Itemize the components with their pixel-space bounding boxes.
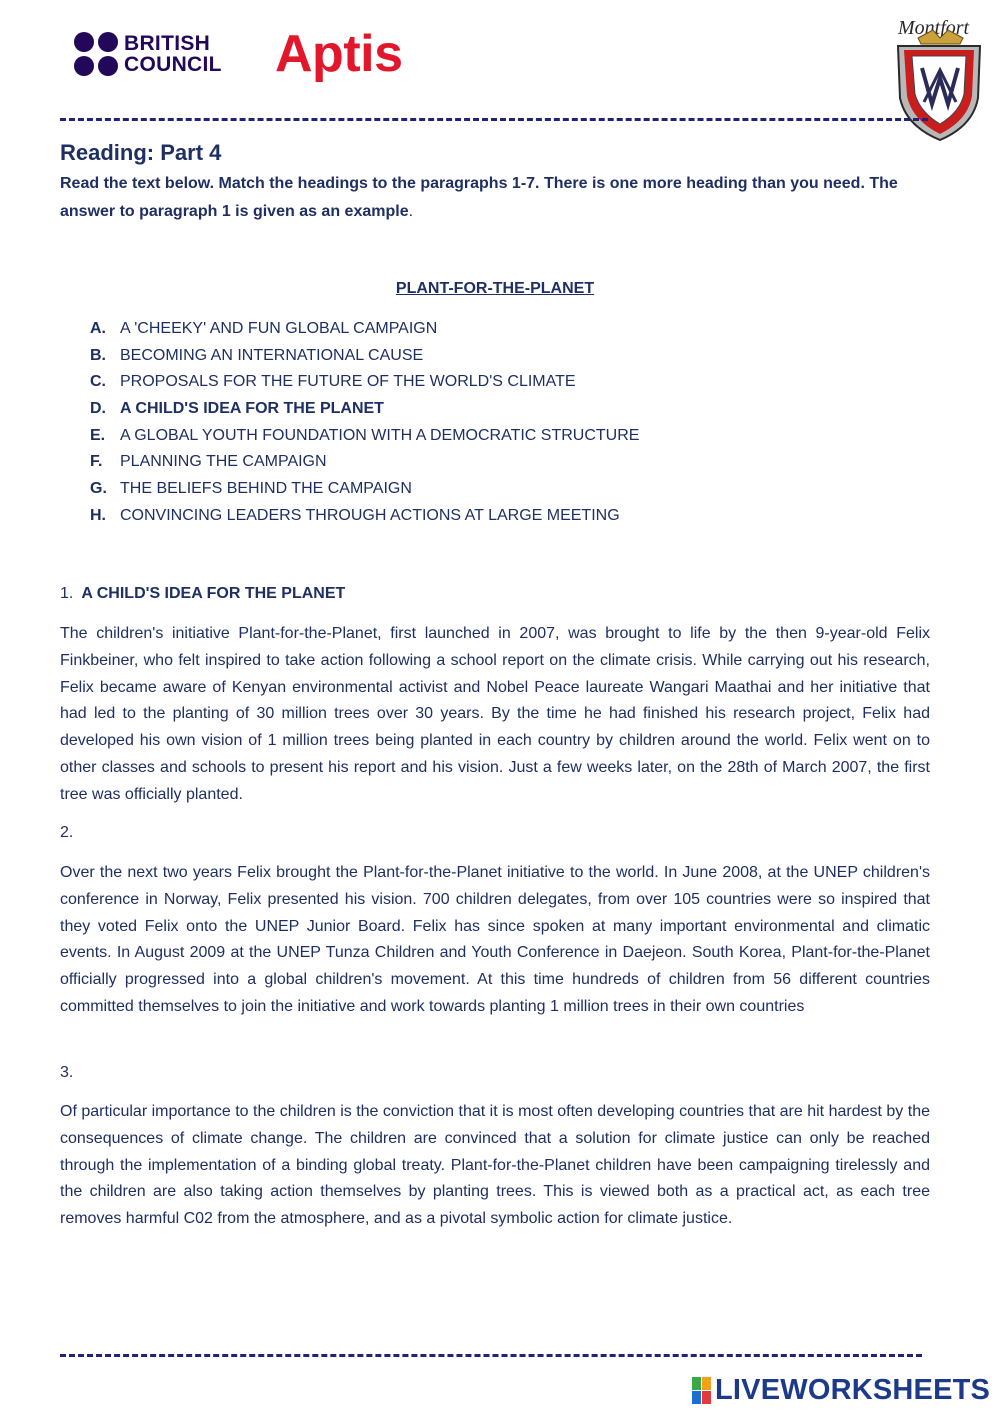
heading-letter: H.	[90, 506, 106, 524]
heading-letter: A.	[90, 320, 106, 337]
british-council-line1: BRITISH	[124, 32, 211, 55]
heading-item-f	[90, 449, 639, 476]
paragraph-3-text: Of particular importance to the children is the conviction that it is most often developing countries that are hit hardest by the consequences of climate change. The children are convinced that a solution for climate justice can only be reached through the implementation of a binding global treaty. Plant-for-the-Planet children have been campaigning tirelessly and the children are also taking action themselves by planting trees. This is viewed both as a practical act, as each tree removes harmful C02 from the atmosphere, and as a pivotal symbolic action for climate justice.	[60, 1103, 930, 1228]
paragraph-number: 2.	[60, 824, 74, 841]
heading-item-b	[90, 343, 639, 370]
headings-list	[90, 316, 639, 530]
british-council-dots-icon	[74, 32, 118, 76]
paragraph-3-label	[60, 1064, 73, 1082]
montfort-crest-icon	[888, 8, 988, 143]
heading-text: A 'CHEEKY' AND FUN GLOBAL CAMPAIGN	[120, 320, 438, 337]
liveworksheets-logo	[692, 1374, 990, 1406]
heading-text: CONVINCING LEADERS THROUGH ACTIONS AT LARGE MEETING	[120, 506, 620, 524]
heading-letter: C.	[90, 373, 106, 391]
heading-item-g	[90, 476, 639, 503]
paragraph-1-label	[60, 585, 345, 603]
heading-letter: B.	[90, 346, 106, 364]
crest-signature: Montfort	[898, 17, 970, 39]
paragraph-2-text: Over the next two years Felix brought the Plant-for-the-Planet initiative to the world. In June 2008, at the UNEP children's conference in Norway, Felix presented his vision. 700 children delegates, from over 105 countries were so inspired that they voted Felix onto the UNEP Junior Board. Felix has since spoken at many important environmental and climatic events. In August 2009 at the UNEP Tunza Children and Youth Conference in Daejeon. South Korea, Plant-for-the-Planet officially progressed into a global children's movement. At this time hundreds of children from 56 different countries committed themselves to join the initiative and work towards planting 1 million trees in their own countries	[60, 864, 930, 1015]
paragraph-2-label	[60, 824, 73, 842]
aptis-logo: Aptis	[275, 25, 403, 83]
heading-text: PLANNING THE CAMPAIGN	[120, 453, 327, 471]
paragraph-1-text: The children's initiative Plant-for-the-Planet, first launched in 2007, was brought to life by the then 9-year-old Felix Finkbeiner, who felt inspired to take action following a school report on the climate crisis. While carrying out his research, Felix became aware of Kenyan environmental activist and Nobel Peace laureate Wangari Maathai and her initiative that had led to the planting of 30 million trees over 30 years. By the time he had finished his research project, Felix had developed his own vision of 1 million trees being planted in each country by children around the world. Felix went on to other classes and schools to present his report and his vision. Just a few weeks later, on the 28th of March 2007, the first tree was officially planted.	[60, 625, 930, 803]
heading-item-a	[90, 316, 639, 343]
heading-letter: G.	[90, 480, 107, 498]
heading-item-h	[90, 503, 639, 530]
british-council-line2: COUNCIL	[124, 53, 222, 76]
instructions-end: .	[408, 203, 414, 220]
heading-letter: F.	[90, 453, 103, 471]
heading-item-d	[90, 396, 639, 423]
liveworksheets-wordmark: LIVEWORKSHEETS	[715, 1374, 991, 1406]
heading-text: A GLOBAL YOUTH FOUNDATION WITH A DEMOCRATIC STRUCTURE	[120, 426, 640, 444]
heading-text: BECOMING AN INTERNATIONAL CAUSE	[120, 346, 424, 364]
heading-item-e	[90, 423, 639, 450]
passage-title: PLANT-FOR-THE-PLANET	[395, 280, 595, 297]
paragraph-number: 1.	[60, 585, 74, 602]
paragraph-number: 3.	[60, 1064, 74, 1081]
top-divider	[60, 118, 928, 121]
instructions-text: Read the text below. Match the headings to the paragraphs 1-7. There is one more heading than you need. The answer to paragraph 1 is given as an example	[60, 175, 898, 220]
heading-text: PROPOSALS FOR THE FUTURE OF THE WORLD'S CLIMATE	[120, 373, 576, 391]
example-answer-heading: A CHILD'S IDEA FOR THE PLANET	[81, 585, 346, 602]
bottom-divider	[60, 1354, 922, 1357]
heading-text: THE BELIEFS BEHIND THE CAMPAIGN	[120, 480, 412, 498]
liveworksheets-mark-icon	[692, 1377, 711, 1404]
heading-text: A CHILD'S IDEA FOR THE PLANET	[120, 400, 384, 418]
section-title: Reading: Part 4	[60, 140, 222, 165]
instructions	[60, 170, 930, 226]
british-council-wordmark	[124, 33, 222, 75]
heading-letter: D.	[90, 400, 106, 418]
british-council-logo	[74, 32, 222, 76]
heading-letter: E.	[90, 426, 106, 444]
heading-item-c	[90, 369, 639, 396]
